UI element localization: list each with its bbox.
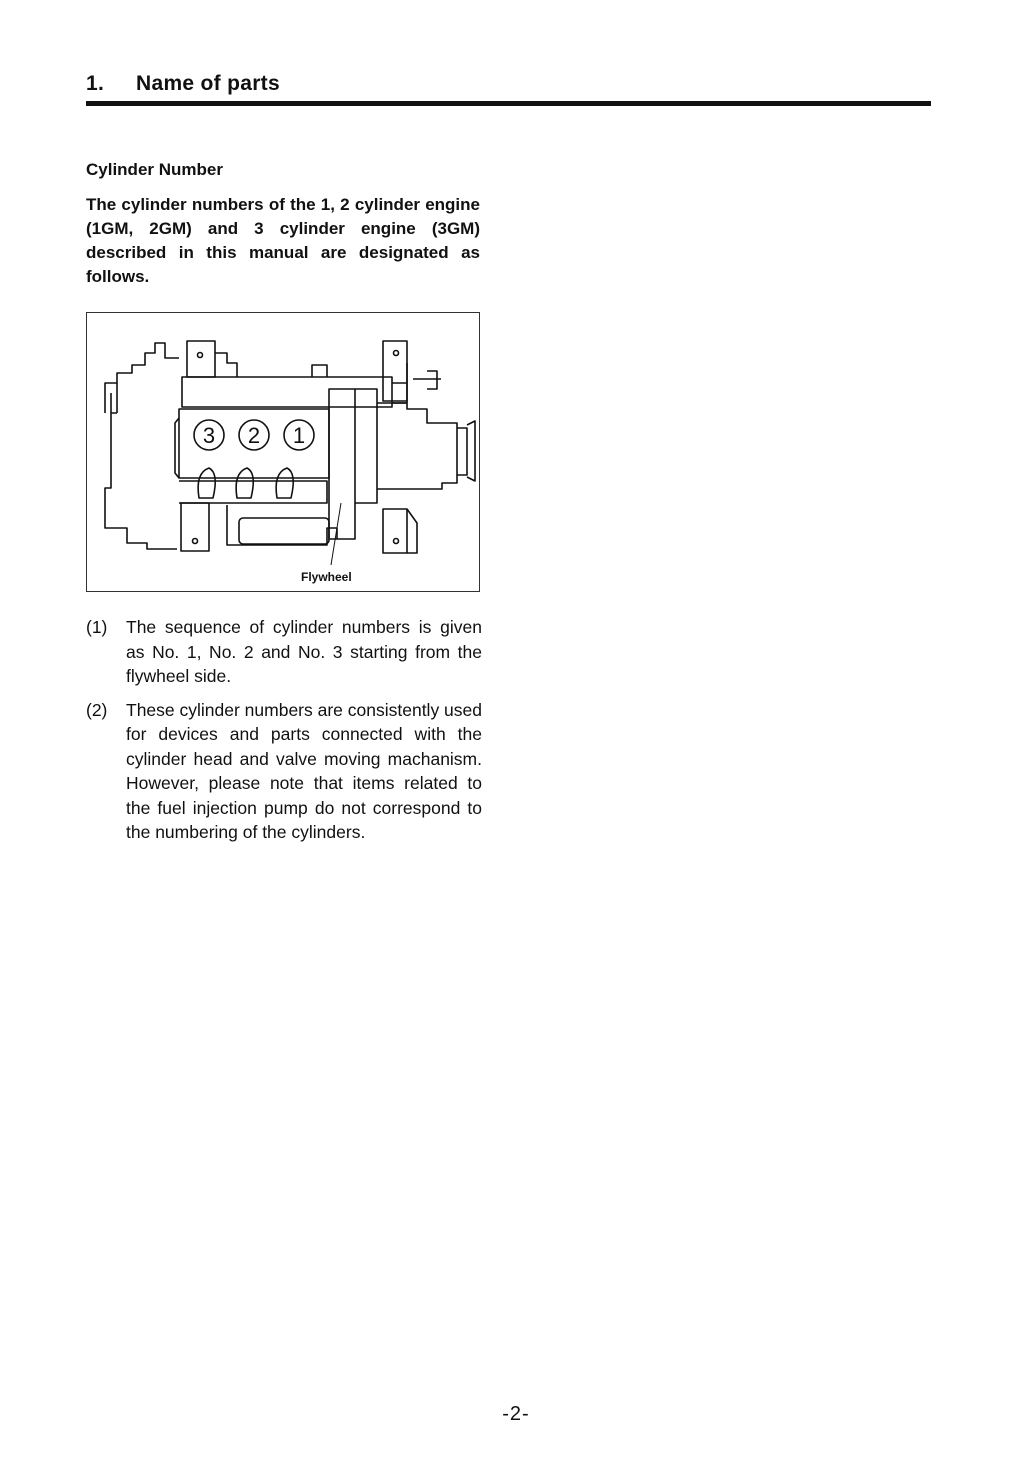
port-1 [276, 468, 293, 498]
note-item [86, 698, 482, 845]
subheading: Cylinder Number [86, 160, 223, 179]
cylinder-2-label: 2 [247, 423, 261, 448]
cylinder-3-label: 3 [202, 423, 216, 448]
output-flange [457, 428, 467, 475]
note-number: (2) [86, 699, 108, 720]
left-housing-outline [105, 343, 179, 413]
cylinder-3-marker [194, 420, 224, 450]
port-3 [198, 468, 215, 498]
cylinder-1-label: 1 [292, 423, 306, 448]
section-header [86, 72, 930, 96]
bracket-hole [198, 353, 203, 358]
front-mount-hole [193, 539, 198, 544]
left-housing-lower [105, 393, 177, 549]
header-rule [86, 101, 931, 106]
cylinder-2-marker [239, 420, 269, 450]
flywheel-label: Flywheel [301, 570, 352, 584]
note-text: These cylinder numbers are consistently used for devices and parts connected with the cylinder head and valve moving machanism. However, please note that items related to the fuel injection pump do not correspond to the numbering of the cylinders. [126, 699, 483, 842]
section-title: Name of parts [136, 72, 280, 95]
page-number: -2- [502, 1403, 530, 1425]
note-text: The sequence of cylinder numbers is given as No. 1, No. 2 and No. 3 starting from the flywheel side. [126, 617, 482, 686]
rear-mount-gusset [407, 509, 417, 553]
top-cap [312, 365, 327, 377]
starter-motor [239, 518, 329, 544]
output-coupling [467, 421, 475, 481]
top-left-bracket [187, 341, 215, 377]
intro-paragraph: The cylinder numbers of the 1, 2 cylinder engine (1GM, 2GM) and 3 cylinder engine (3GM) described in this manual are designated as follows. [86, 195, 480, 286]
cylinder-1-marker [284, 420, 314, 450]
oil-pan [227, 505, 337, 545]
gearbox-outline [377, 403, 457, 489]
rear-mount [383, 509, 407, 553]
engine-diagram [87, 313, 481, 593]
bracket-hole-right [394, 351, 399, 356]
note-number: (1) [86, 617, 108, 637]
bracket-detail [392, 363, 407, 403]
left-housing-detail [111, 383, 117, 413]
port-2 [236, 468, 253, 498]
engine-figure [86, 312, 480, 592]
top-pipe [215, 353, 237, 377]
flywheel-callout-line [331, 503, 341, 565]
rocker-cover [182, 377, 392, 407]
section-number: 1. [86, 72, 105, 95]
flywheel-housing-column [329, 389, 355, 539]
note-item [86, 615, 482, 689]
rear-mount-hole [394, 539, 399, 544]
flywheel-housing-side [355, 389, 377, 503]
gearbox-top-detail [413, 371, 441, 389]
notes-list [86, 615, 482, 854]
